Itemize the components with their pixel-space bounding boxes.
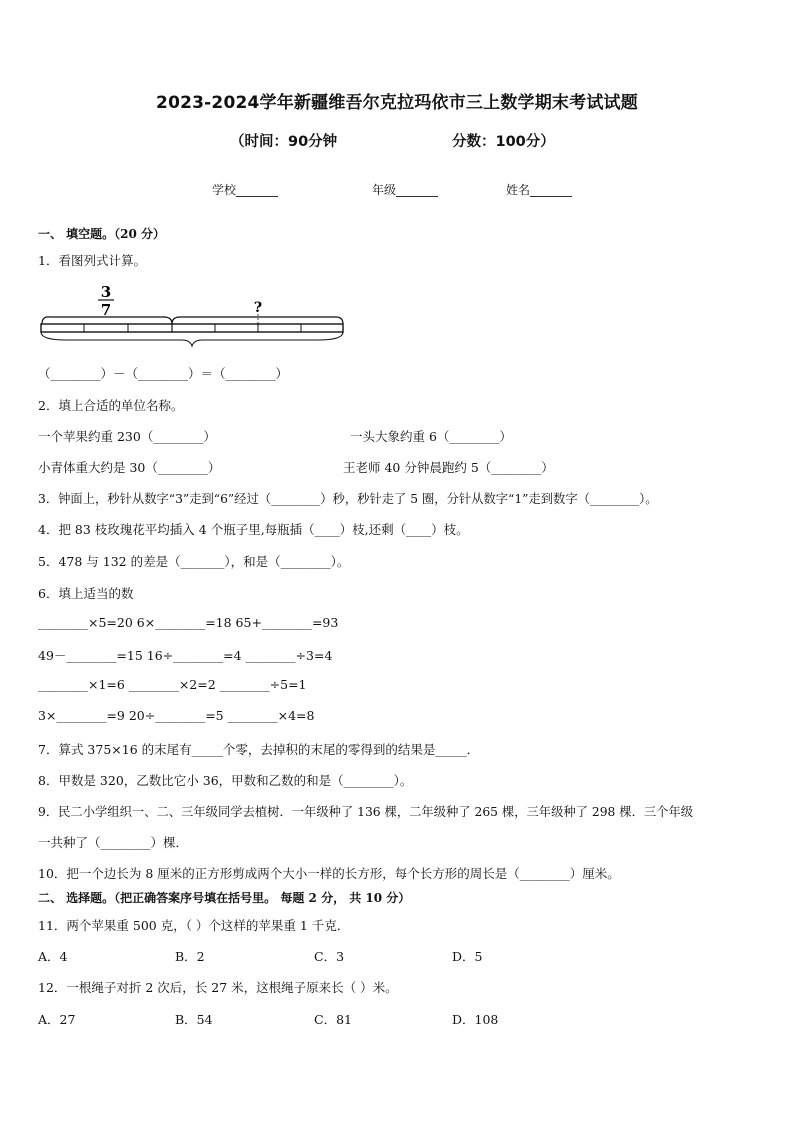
unknown-question-mark: ? [253, 300, 263, 316]
q4-text[interactable]: 4．把 83 枝玫瑰花平均插入 4 个瓶子里,每瓶插（____）枝,还剩（____）枝。 [38, 522, 469, 537]
school-field[interactable]: 学校_______ [212, 183, 279, 197]
q6-row-2[interactable]: 49－________=15 16÷________=4 ________÷3=4 [38, 648, 333, 663]
q12-option-c[interactable]: C．81 [314, 1012, 352, 1027]
q5-text[interactable]: 5．478 与 132 的差是（_______），和是（________）。 [38, 554, 350, 569]
q11-option-c[interactable]: C．3 [314, 949, 345, 964]
fraction-numerator: 3 [100, 283, 112, 301]
page-title: 2023-2024学年新疆维吾尔克拉玛依市三上数学期末考试试题 [156, 93, 638, 113]
q1-diagram [36, 280, 350, 350]
q2-item-d[interactable]: 王老师 40 分钟晨跑约 5（________） [343, 460, 554, 475]
q6-text: 6．填上适当的数 [38, 586, 134, 601]
q1-text: 1．看图列式计算。 [38, 253, 146, 268]
q9-text-line-2[interactable]: 一共种了（________）棵． [38, 835, 189, 850]
q3-text[interactable]: 3．钟面上，秒针从数字“3”走到“6”经过（________）秒，秒针走了 5 圈，分针从数字“1”走到数字（________）。 [38, 492, 658, 506]
q1-equation[interactable]: （________）－（________）＝（________） [38, 366, 289, 381]
q6-row-1[interactable]: ________×5=20 6×________=18 65+________=93 [38, 615, 339, 630]
q12-option-a[interactable]: A．27 [38, 1012, 76, 1027]
q6-row-3[interactable]: ________×1=6 ________×2=2 ________÷5=1 [38, 677, 307, 692]
q6-row-4[interactable]: 3×________=9 20÷________=5 ________×4=8 [38, 708, 315, 723]
name-field[interactable]: 姓名_______ [506, 183, 573, 197]
bottom-brace-whole [41, 332, 343, 346]
q7-text[interactable]: 7．算式 375×16 的末尾有_____个零，去掉积的末尾的零得到的结果是_____． [38, 742, 480, 757]
fraction-denominator: 7 [100, 301, 112, 319]
section-2-heading: 二、 选择题。（把正确答案序号填在括号里。 每题 2 分， 共 10 分） [38, 891, 411, 905]
grade-field[interactable]: 年级_______ [372, 183, 439, 197]
q12-option-d[interactable]: D．108 [452, 1012, 499, 1027]
q2-item-a[interactable]: 一个苹果约重 230（________） [38, 429, 216, 444]
q8-text[interactable]: 8．甲数是 320，乙数比它小 36，甲数和乙数的和是（________）。 [38, 773, 413, 788]
section-1-heading: 一、 填空题。（20 分） [38, 227, 166, 241]
q2-text: 2．填上合适的单位名称。 [38, 398, 184, 413]
q9-text-line-1: 9．民二小学组织一、二、三年级同学去植树．一年级种了 136 棵，二年级种了 265 棵，三年级种了 298 棵．三个年级 [38, 805, 694, 819]
q2-item-c[interactable]: 小青体重大约是 30（________） [38, 460, 221, 475]
q2-item-b[interactable]: 一头大象约重 6（________） [350, 429, 512, 444]
exam-score: 分数：100分） [452, 134, 555, 150]
q12-option-b[interactable]: B．54 [175, 1012, 213, 1027]
q11-option-b[interactable]: B．2 [175, 949, 205, 964]
exam-time: （时间：90分钟 [230, 134, 338, 150]
q11-text[interactable]: 11．两个苹果重 500 克，（ ）个这样的苹果重 1 千克． [38, 918, 350, 933]
q10-text[interactable]: 10．把一个边长为 8 厘米的正方形剪成两个大小一样的长方形，每个长方形的周长是（________）厘米。 [38, 866, 620, 881]
whole-bar [41, 324, 343, 332]
q11-option-a[interactable]: A．4 [38, 949, 68, 964]
top-brace-unknown [172, 317, 343, 324]
q12-text[interactable]: 12．一根绳子对折 2 次后，长 27 米，这根绳子原来长（ ）米。 [38, 980, 398, 995]
q11-option-d[interactable]: D．5 [452, 949, 483, 964]
